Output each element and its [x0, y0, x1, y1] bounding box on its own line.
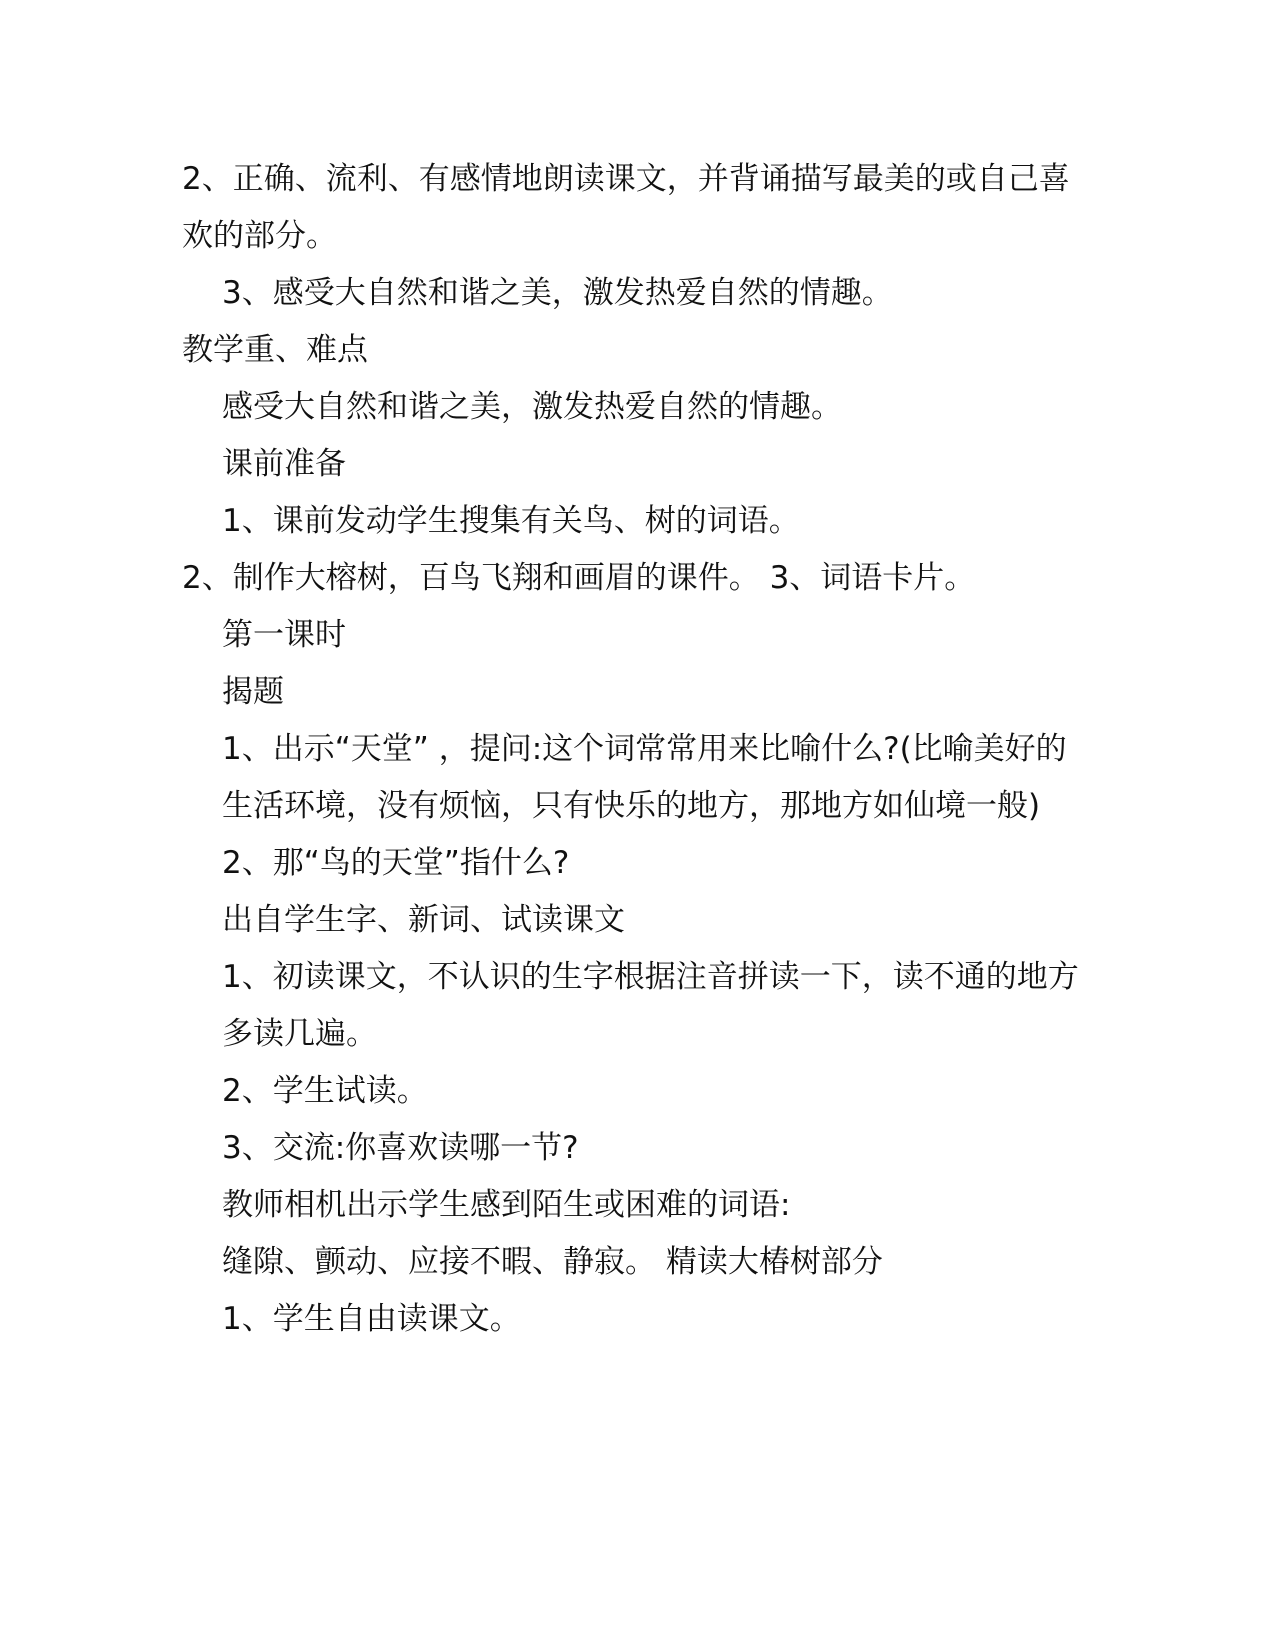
heading-new-words: 出自学生字、新词、试读课文	[222, 902, 625, 938]
paragraph-teacher-shows: 教师相机出示学生感到陌生或困难的词语:	[222, 1187, 791, 1223]
heading-reveal-topic: 揭题	[222, 674, 284, 710]
paragraph-free-reading: 1、学生自由读课文。	[222, 1301, 521, 1337]
paragraph-reveal-2: 2、那“鸟的天堂”指什么?	[222, 845, 570, 881]
heading-key-points: 教学重、难点	[182, 332, 368, 368]
heading-preparation: 课前准备	[222, 446, 346, 482]
paragraph-reading-1: 1、初读课文，不认识的生字根据注音拼读一下，读不通的地方多读几遍。	[222, 959, 1079, 1052]
paragraph-reading-2: 2、学生试读。	[222, 1073, 428, 1109]
paragraph-preparation-2-3: 2、制作大榕树，百鸟飞翔和画眉的课件。 3、词语卡片。	[182, 560, 976, 596]
paragraph-preparation-1: 1、课前发动学生搜集有关鸟、树的词语。	[222, 503, 800, 539]
paragraph-vocabulary: 缝隙、颤动、应接不暇、静寂。 精读大椿树部分	[222, 1244, 883, 1280]
paragraph-reading-3: 3、交流:你喜欢读哪一节?	[222, 1130, 579, 1166]
document-body	[182, 151, 1087, 1348]
paragraph-objective-2: 2、正确、流利、有感情地朗读课文，并背诵描写最美的或自己喜欢的部分。	[182, 161, 1070, 254]
paragraph-objective-3: 3、感受大自然和谐之美，激发热爱自然的情趣。	[222, 275, 893, 311]
paragraph-key-points: 感受大自然和谐之美，激发热爱自然的情趣。	[222, 389, 842, 425]
heading-first-lesson: 第一课时	[222, 617, 346, 653]
paragraph-reveal-1: 1、出示“天堂” ，提问:这个词常常用来比喻什么?(比喻美好的生活环境，没有烦恼，只有快乐的地方，那地方如仙境一般)	[222, 731, 1067, 824]
